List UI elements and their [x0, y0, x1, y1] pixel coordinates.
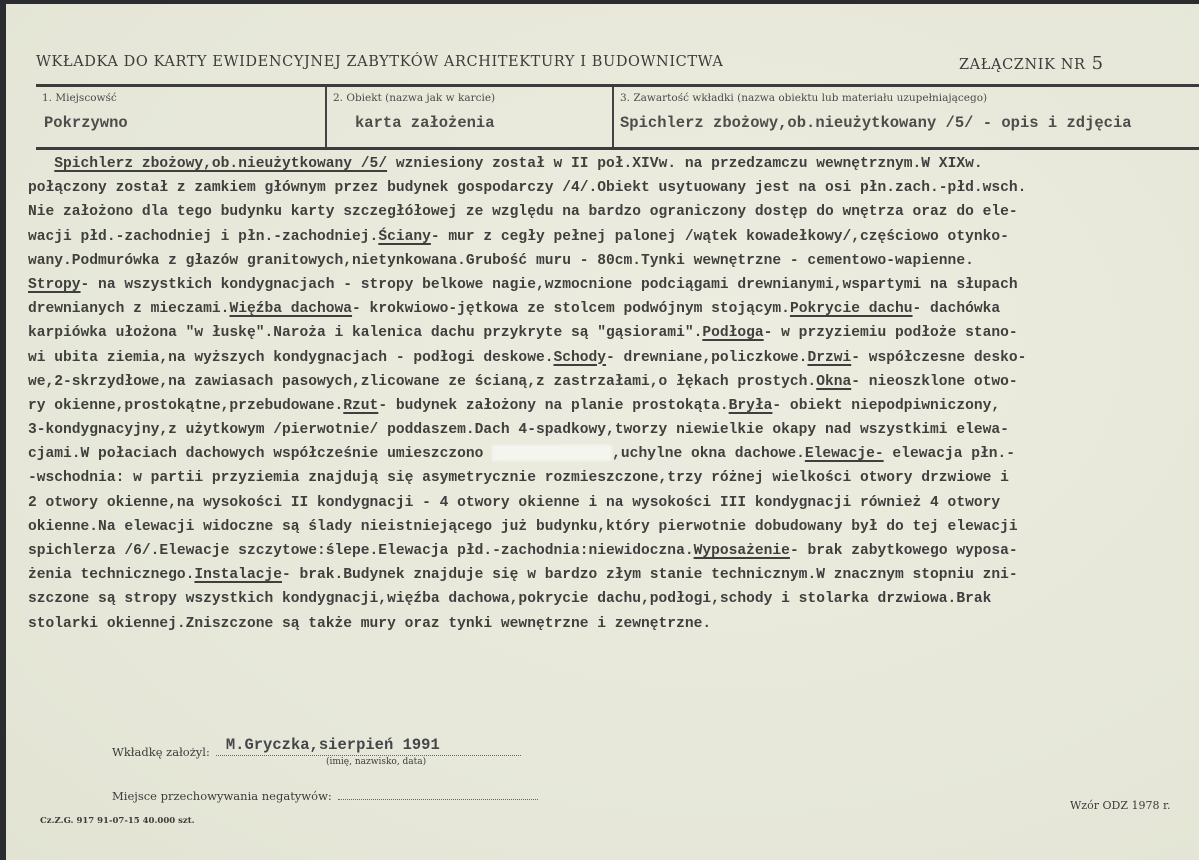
text-segment: - w przyziemiu podłoże stano-: [763, 325, 1018, 342]
field-value: karta założenia: [355, 114, 495, 132]
author-label: Wkładkę założyl:: [112, 745, 210, 759]
author-value: M.Gryczka,sierpień 1991: [225, 736, 440, 754]
text-segment: - mur z cegły pełnej palonej /wątek kowadełkowy/,częściowo otynko-: [430, 228, 1009, 245]
text-line: [28, 491, 1199, 515]
field-value: Pokrzywno: [44, 114, 128, 132]
text-segment: 2 otwory okienne,na wysokości II kondygnacji - 4 otwory okienne i na wysokości III kondygnacji również 4 otwory: [28, 494, 1001, 511]
text-line: [28, 297, 1199, 321]
section-heading: Pokrycie dachu: [789, 301, 913, 318]
annex-label: ZAŁĄCZNIK NR: [959, 57, 1086, 73]
text-line: [28, 539, 1199, 563]
text-line: [28, 176, 1199, 200]
text-segment: - na wszystkich kondygnacjach - stropy belkowe nagie,wzmocnione podciągami drewnianymi,wspartymi na słupach: [80, 276, 1018, 293]
negatives-dotted-line: [338, 787, 538, 800]
text-segment: we,2-skrzydłowe,na zawiasach pasowych,zlicowane ze ścianą,z zastrzałami,o łękach prostych.: [28, 373, 817, 390]
text-segment: wacji płd.-zachodniej i płn.-zachodniej.: [28, 228, 379, 245]
section-heading: Elewacje-: [804, 446, 884, 463]
text-line: [28, 442, 1199, 466]
text-segment: wi ubita ziemia,na wyższych kondygnacjach - podłogi deskowe.: [28, 349, 554, 366]
section-heading: Podłoga: [702, 325, 764, 342]
text-line: [28, 563, 1199, 587]
annex-heading: [959, 53, 1104, 74]
text-line: [28, 466, 1199, 490]
text-segment: stolarki okiennej.Zniszczone są także mury oraz tynki wewnętrzne i zewnętrzne.: [28, 615, 712, 632]
section-heading: Instalacje: [194, 567, 282, 584]
text-segment: - krokwiowo-jętkowa ze stolcem podwójnym stojącym.: [352, 301, 790, 318]
text-segment: [28, 156, 54, 172]
text-segment: połączony został z zamkiem głównym przez budynek gospodarczy /4/.Obiekt usytuowany jest na osi płn.zach.-płd.wsch.: [28, 180, 1027, 197]
text-segment: - współczesne desko-: [851, 349, 1027, 366]
text-segment: - drewniane,policzkowe.: [606, 349, 808, 366]
text-line: [28, 418, 1199, 442]
text-segment: - dachówka: [912, 301, 1001, 318]
negatives-label: Miejsce przechowywania negatywów:: [112, 789, 332, 803]
text-segment: - nieoszklone otwo-: [851, 373, 1018, 390]
text-line: [28, 249, 1199, 273]
field-locality: [36, 87, 325, 147]
text-line: [28, 370, 1199, 394]
text-line: [28, 346, 1199, 370]
text-segment: 3-kondygnacyjny,z użytkowym /pierwotnie/ poddaszem.Dach 4-spadkowy,tworzy niewielkie okapy nad wszystkimi elewa-: [28, 422, 1009, 439]
text-line: [28, 200, 1199, 224]
text-line: [28, 273, 1199, 297]
field-contents: [612, 87, 1199, 147]
text-line: [28, 225, 1199, 249]
text-segment: żenia technicznego.: [28, 567, 195, 584]
text-segment: elewacja płn.-: [883, 446, 1016, 463]
field-object: [325, 87, 612, 147]
text-segment: - brak.Budynek znajduje się w bardzo złym stanie technicznym.W znacznym stopniu zni-: [281, 567, 1018, 584]
text-segment: szczone są stropy wszystkich kondygnacji,więźba dachowa,pokrycie dachu,podłogi,schody i stolarka drzwiowa.Brak: [28, 591, 992, 608]
redacted-region: [492, 445, 612, 461]
text-segment: wany.Podmurówka z głazów granitowych,nietynkowana.Grubość muru - 80cm.Tynki wewnętrzne - cementowo-wapienne.: [28, 252, 974, 269]
document-sheet: [6, 4, 1199, 860]
negatives-row: [112, 787, 538, 803]
text-segment: - brak zabytkowego wyposa-: [789, 543, 1018, 559]
header-fields: [36, 84, 1199, 150]
text-segment: wzniesiony został w II poł.XIVw. na przedzamczu wewnętrznym.W XIXw.: [387, 156, 983, 172]
text-segment: okienne.Na elewacji widoczne są ślady nieistniejącego już budynku,który pierwotnie dobudowany był do tej elewacji: [28, 518, 1018, 535]
text-segment: spichlerza /6/.Elewacje szczytowe:ślepe.Elewacja płd.-zachodnia:niewidoczna.: [28, 543, 694, 559]
section-heading: Drzwi: [807, 349, 852, 366]
form-title: WKŁADKA DO KARTY EWIDENCYJNEJ ZABYTKÓW ARCHITEKTURY I BUDOWNICTWA: [36, 54, 724, 70]
text-segment: ry okienne,prostokątne,przebudowane.: [28, 397, 344, 414]
text-line: [28, 152, 1199, 176]
section-heading: Stropy: [28, 276, 81, 293]
text-segment: -wschodnia: w partii przyziemia znajdują się asymetrycznie rozmieszczone,trzy różnej wielkości otwory drzwiowe i: [28, 470, 1009, 487]
section-heading: Schody: [553, 349, 607, 366]
text-segment: ,uchylne okna dachowe.: [612, 446, 805, 463]
field-label: 2. Obiekt (nazwa jak w karcie): [333, 92, 496, 104]
text-segment: Nie założono dla tego budynku karty szczegłółowej ze względu na bardzo ograniczony dostęp do wnętrza oraz do ele-: [28, 204, 1018, 221]
author-caption: (imię, nazwisko, data): [326, 757, 427, 767]
field-label: 1. Miejscowść: [42, 92, 117, 104]
author-dotted-line: [216, 737, 521, 756]
section-heading: Rzut: [343, 397, 379, 414]
text-line: [28, 321, 1199, 345]
text-segment: - obiekt niepodpiwniczony,: [772, 397, 1001, 414]
field-label: 3. Zawartość wkładki (nazwa obiektu lub materiału uzupełniającego): [620, 92, 988, 104]
section-heading: Bryła: [728, 397, 773, 414]
section-heading: Ściany: [378, 228, 431, 245]
field-value: Spichlerz zbożowy,ob.nieużytkowany /5/ - opis i zdjęcia: [620, 114, 1132, 132]
section-heading: Więźba dachowa: [229, 301, 353, 318]
text-line: [28, 587, 1199, 611]
text-segment: drewnianych z mieczami.: [28, 301, 230, 318]
author-row: [112, 737, 521, 759]
description-text: [28, 152, 1199, 636]
text-line: [28, 515, 1199, 539]
text-segment: - budynek założony na planie prostokąta.: [378, 397, 729, 414]
section-heading: Wyposażenie: [693, 543, 790, 559]
text-segment: cjami.W połaciach dachowych współcześnie umieszczono: [28, 446, 493, 463]
text-line: [28, 394, 1199, 418]
section-heading: Okna: [816, 373, 852, 390]
text-line: [28, 612, 1199, 636]
printer-note: Cz.Z.G. 917 91-07-15 40.000 szt.: [40, 816, 195, 826]
annex-number: 5: [1091, 53, 1104, 74]
section-heading: Spichlerz zbożowy,ob.nieużytkowany /5/: [54, 156, 388, 172]
pattern-note: Wzór ODZ 1978 r.: [1070, 799, 1171, 812]
text-segment: karpiówka ułożona "w łuskę".Naroża i kalenica dachu przykryte są "gąsiorami".: [28, 325, 703, 342]
